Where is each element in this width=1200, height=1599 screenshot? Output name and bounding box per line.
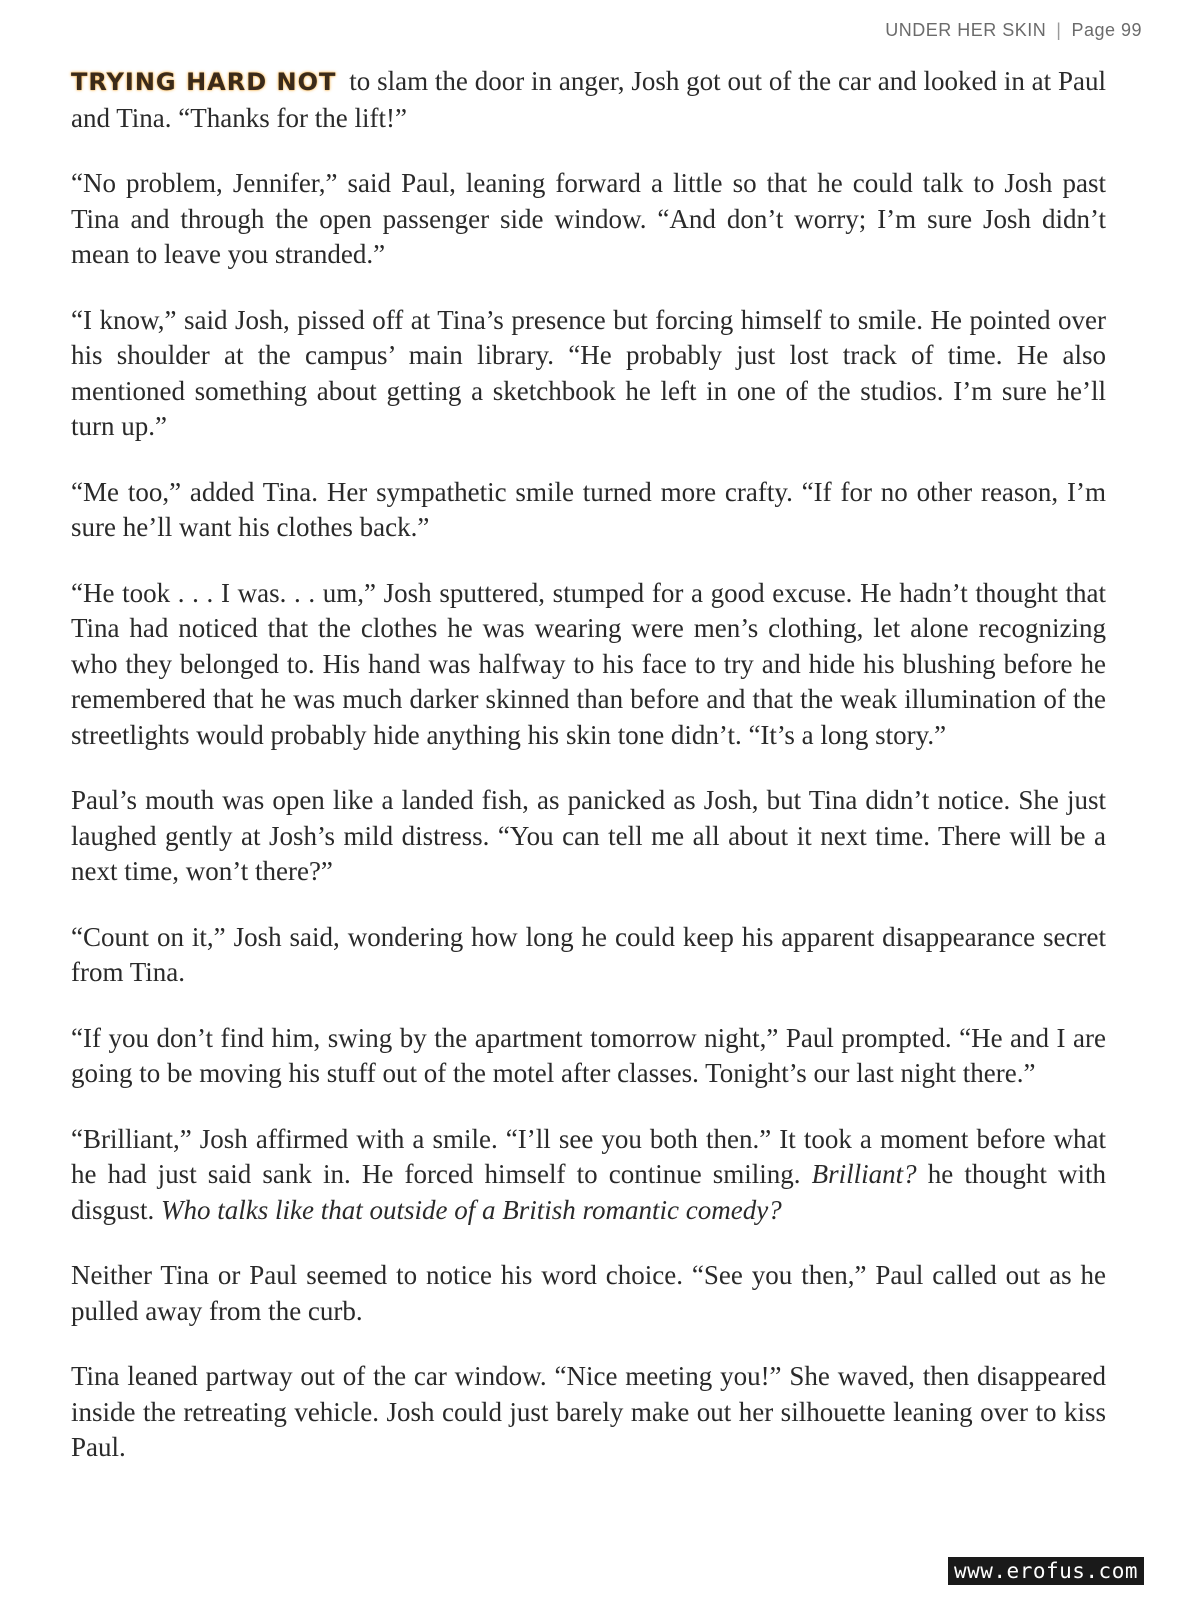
page-number: Page 99: [1071, 20, 1142, 40]
paragraph-3: “I know,” said Josh, pissed off at Tina’s presence but forcing himself to smile. He pointed over his shoulder at the campus’ main library. “He probably just lost track of time. He also mentioned something about getting a sketchbook he left in one of the studios. I’m sure he’ll turn up.”: [71, 304, 1106, 441]
book-title: UNDER HER SKIN: [885, 20, 1047, 40]
paragraph-10: Neither Tina or Paul seemed to notice his word choice. “See you then,” Paul called out as he pulled away from the curb.: [71, 1260, 1106, 1326]
paragraph-9-text-a: “Brilliant,” Josh affirmed with a smile. “I’ll see you both then.” It took a moment before what he had just said sank in. He forced himself to continue smiling.: [71, 1123, 1106, 1189]
paragraph-9-italic-1: Brilliant?: [811, 1159, 917, 1189]
running-header: [885, 20, 1142, 41]
paragraph-7: “Count on it,” Josh said, wondering how long he could keep his apparent disappearance secret from Tina.: [71, 921, 1106, 987]
paragraph-6: Paul’s mouth was open like a landed fish, as panicked as Josh, but Tina didn’t notice. She just laughed gently at Josh’s mild distress. “You can tell me all about it next time. There will be a next time, won’t there?”: [71, 785, 1106, 886]
paragraph-11: Tina leaned partway out of the car window. “Nice meeting you!” She waved, then disappeared inside the retreating vehicle. Josh could just barely make out her silhouette leaning over to kiss Paul.: [71, 1361, 1106, 1462]
paragraph-4: “Me too,” added Tina. Her sympathetic smile turned more crafty. “If for no other reason, I’m sure he’ll want his clothes back.”: [71, 476, 1106, 542]
story-text: [71, 64, 1106, 1496]
watermark-label: www.erofus.com: [948, 1557, 1144, 1585]
paragraph-8: “If you don’t find him, swing by the apartment tomorrow night,” Paul prompted. “He and I are going to be moving his stuff out of the motel after classes. Tonight’s our last night there.”: [71, 1022, 1106, 1088]
paragraph-1: [71, 64, 1106, 136]
paragraph-9: [71, 1122, 1106, 1229]
header-separator: |: [1056, 20, 1062, 40]
paragraph-1-text: to slam the door in anger, Josh got out of the car and looked in at Paul and Tina. “Thanks for the lift!”: [71, 66, 1106, 133]
paragraph-5: “He took . . . I was. . . um,” Josh sputtered, stumped for a good excuse. He hadn’t thought that Tina had noticed that the clothes he was wearing were men’s clothing, let alone recognizing who they belonged to. His hand was halfway to his face to try and hide his blushing before he remembered that he was much darker skinned than before and that the weak illumination of the streetlights would probably hide anything his skin tone didn’t. “It’s a long story.”: [71, 577, 1106, 750]
paragraph-9-text-b: he thought with disgust.: [71, 1159, 1106, 1225]
paragraph-9-italic-2: Who talks like that outside of a British romantic comedy?: [161, 1194, 782, 1225]
lead-in-drop-text: TRYING HARD NOT: [71, 68, 337, 96]
paragraph-2: “No problem, Jennifer,” said Paul, leaning forward a little so that he could talk to Josh past Tina and through the open passenger side window. “And don’t worry; I’m sure Josh didn’t mean to leave you stranded.”: [71, 168, 1106, 269]
